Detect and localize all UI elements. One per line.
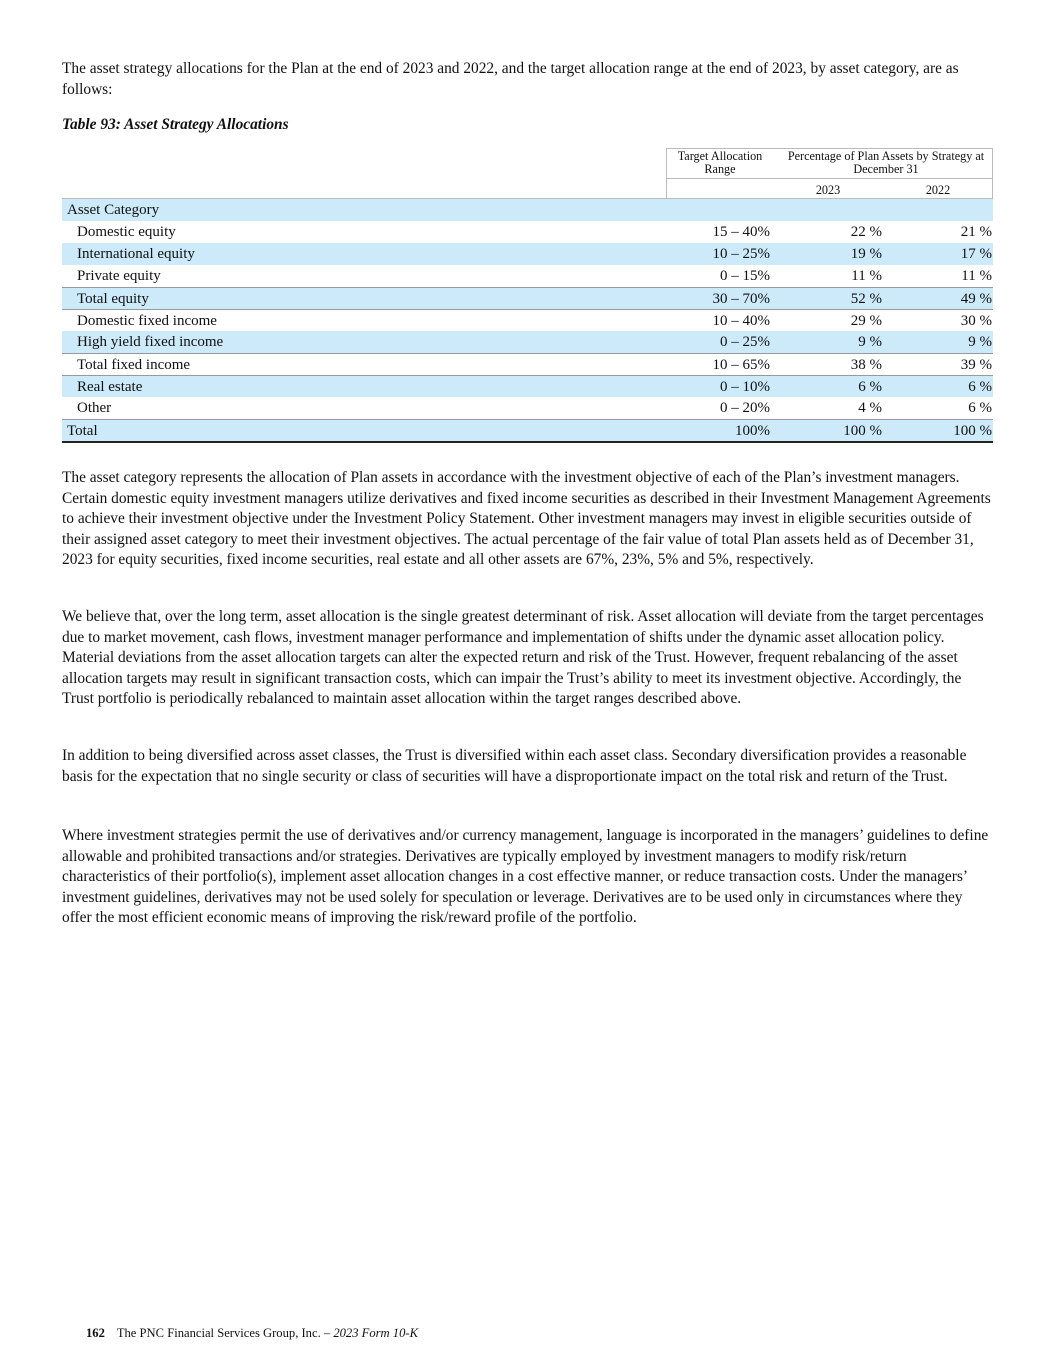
row-target: 30 – 70% — [712, 291, 770, 307]
table-row-subtotal — [62, 287, 993, 309]
table-row — [62, 265, 993, 287]
row-2022: 21 % — [960, 224, 992, 240]
table-title: Table 93: Asset Strategy Allocations — [62, 116, 289, 133]
row-2022: 100 % — [953, 423, 992, 439]
row-target: 10 – 65% — [712, 357, 770, 373]
row-2022: 30 % — [960, 313, 992, 329]
row-label: Total fixed income — [77, 357, 191, 373]
row-2023: 19 % — [850, 246, 882, 262]
row-label: High yield fixed income — [77, 334, 224, 350]
row-2023: 9 % — [858, 334, 882, 350]
table-row — [62, 397, 993, 419]
paragraph-asset-category: The asset category represents the allocation of Plan assets in accordance with the investment objective of each of the Plan’s investment managers. Certain domestic equity investment managers utilize derivatives and fixed income securities as described in their Investment Management Agreements to achieve their investment objective under the Investment Policy Statement. Other investment managers may invest in eligible securities outside of their assigned asset category to meet their investment objectives. The actual percentage of the fair value of total Plan assets held as of December 31, 2023 for equity securities, fixed income securities, real estate and all other assets are 67%, 23%, 5% and 5%, respectively. — [62, 469, 991, 569]
page-footer — [86, 1326, 418, 1341]
header-year-2023: 2023 — [815, 183, 841, 197]
table-row — [62, 375, 993, 397]
row-2022: 11 % — [961, 268, 992, 284]
row-target: 0 – 25% — [720, 334, 770, 350]
row-label: Real estate — [77, 379, 143, 395]
row-2022: 6 % — [968, 379, 992, 395]
row-target: 0 – 15% — [720, 268, 770, 284]
row-target: 10 – 25% — [712, 246, 770, 262]
row-2023: 38 % — [850, 357, 882, 373]
intro-paragraph: The asset strategy allocations for the Plan at the end of 2023 and 2022, and the target allocation range at the end of 2023, by asset category, are as follows: — [62, 60, 959, 98]
row-2022: 39 % — [960, 357, 992, 373]
paragraph-diversification: In addition to being diversified across asset classes, the Trust is diversified within each asset class. Secondary diversification provides a reasonable basis for the expectation that no single security or class of securities will have a disproportionate impact on the total risk and return of the Trust. — [62, 747, 967, 785]
category-row — [62, 199, 993, 221]
row-2023: 29 % — [850, 313, 882, 329]
row-2022: 17 % — [960, 246, 992, 262]
row-target: 10 – 40% — [712, 313, 770, 329]
row-label: Domestic equity — [77, 224, 176, 240]
row-target: 0 – 10% — [720, 379, 770, 395]
row-2023: 22 % — [850, 224, 882, 240]
row-label: Domestic fixed income — [77, 313, 217, 329]
header-divider — [666, 178, 993, 179]
row-label: Other — [77, 400, 112, 416]
paragraph-asset-allocation: We believe that, over the long term, asset allocation is the single greatest determinant of risk. Asset allocation will deviate from the target percentages due to market movement, cash flows, investment manager performance and implementation of shifts under the dynamic asset allocation policy. Material deviations from the asset allocation targets can alter the expected return and risk of the Trust. However, frequent rebalancing of the asset allocation targets may result in significant transaction costs, which can impair the Trust’s ability to meet its investment objective. Accordingly, the Trust portfolio is periodically rebalanced to maintain asset allocation within the target ranges described above. — [62, 608, 984, 708]
row-2023: 4 % — [858, 400, 882, 416]
row-target: 0 – 20% — [720, 400, 770, 416]
footer-form: 2023 Form 10-K — [333, 1326, 418, 1340]
row-label: Total — [67, 423, 98, 439]
row-target: 15 – 40% — [712, 224, 770, 240]
header-target-allocation: Target Allocation Range — [677, 149, 763, 176]
row-label: Private equity — [77, 268, 161, 284]
asset-strategy-table — [62, 148, 993, 443]
footer-company: The PNC Financial Services Group, Inc. – — [116, 1326, 331, 1340]
header-percentage: Percentage of Plan Assets by Strategy at December 31 — [787, 149, 985, 176]
category-label: Asset Category — [67, 202, 160, 218]
table-row — [62, 331, 993, 353]
row-target: 100% — [735, 423, 770, 439]
paragraph-derivatives: Where investment strategies permit the use of derivatives and/or currency management, language is incorporated in the managers’ guidelines to define allowable and prohibited transactions and/or strategies. Derivatives are typically employed by investment managers to modify risk/return characteristics of their portfolio(s), implement asset allocation changes in a cost effective manner, or reduce transaction costs. Under the managers’ investment guidelines, derivatives may not be used solely for speculation or leverage. Derivatives are to be used only in circumstances where they offer the most efficient economic means of improving the risk/reward profile of the portfolio. — [62, 827, 989, 927]
page-number: 162 — [86, 1326, 105, 1340]
table-row — [62, 309, 993, 331]
table-row — [62, 221, 993, 243]
table-row-total — [62, 419, 993, 443]
table-header — [62, 148, 993, 199]
row-2022: 9 % — [968, 334, 992, 350]
row-label: Total equity — [77, 291, 149, 307]
row-2023: 100 % — [843, 423, 882, 439]
row-2022: 49 % — [960, 291, 992, 307]
row-2023: 6 % — [858, 379, 882, 395]
header-year-2022: 2022 — [925, 183, 951, 197]
row-2022: 6 % — [968, 400, 992, 416]
table-row-subtotal — [62, 353, 993, 375]
row-2023: 52 % — [850, 291, 882, 307]
table-row — [62, 243, 993, 265]
row-label: International equity — [77, 246, 195, 262]
row-2023: 11 % — [851, 268, 882, 284]
